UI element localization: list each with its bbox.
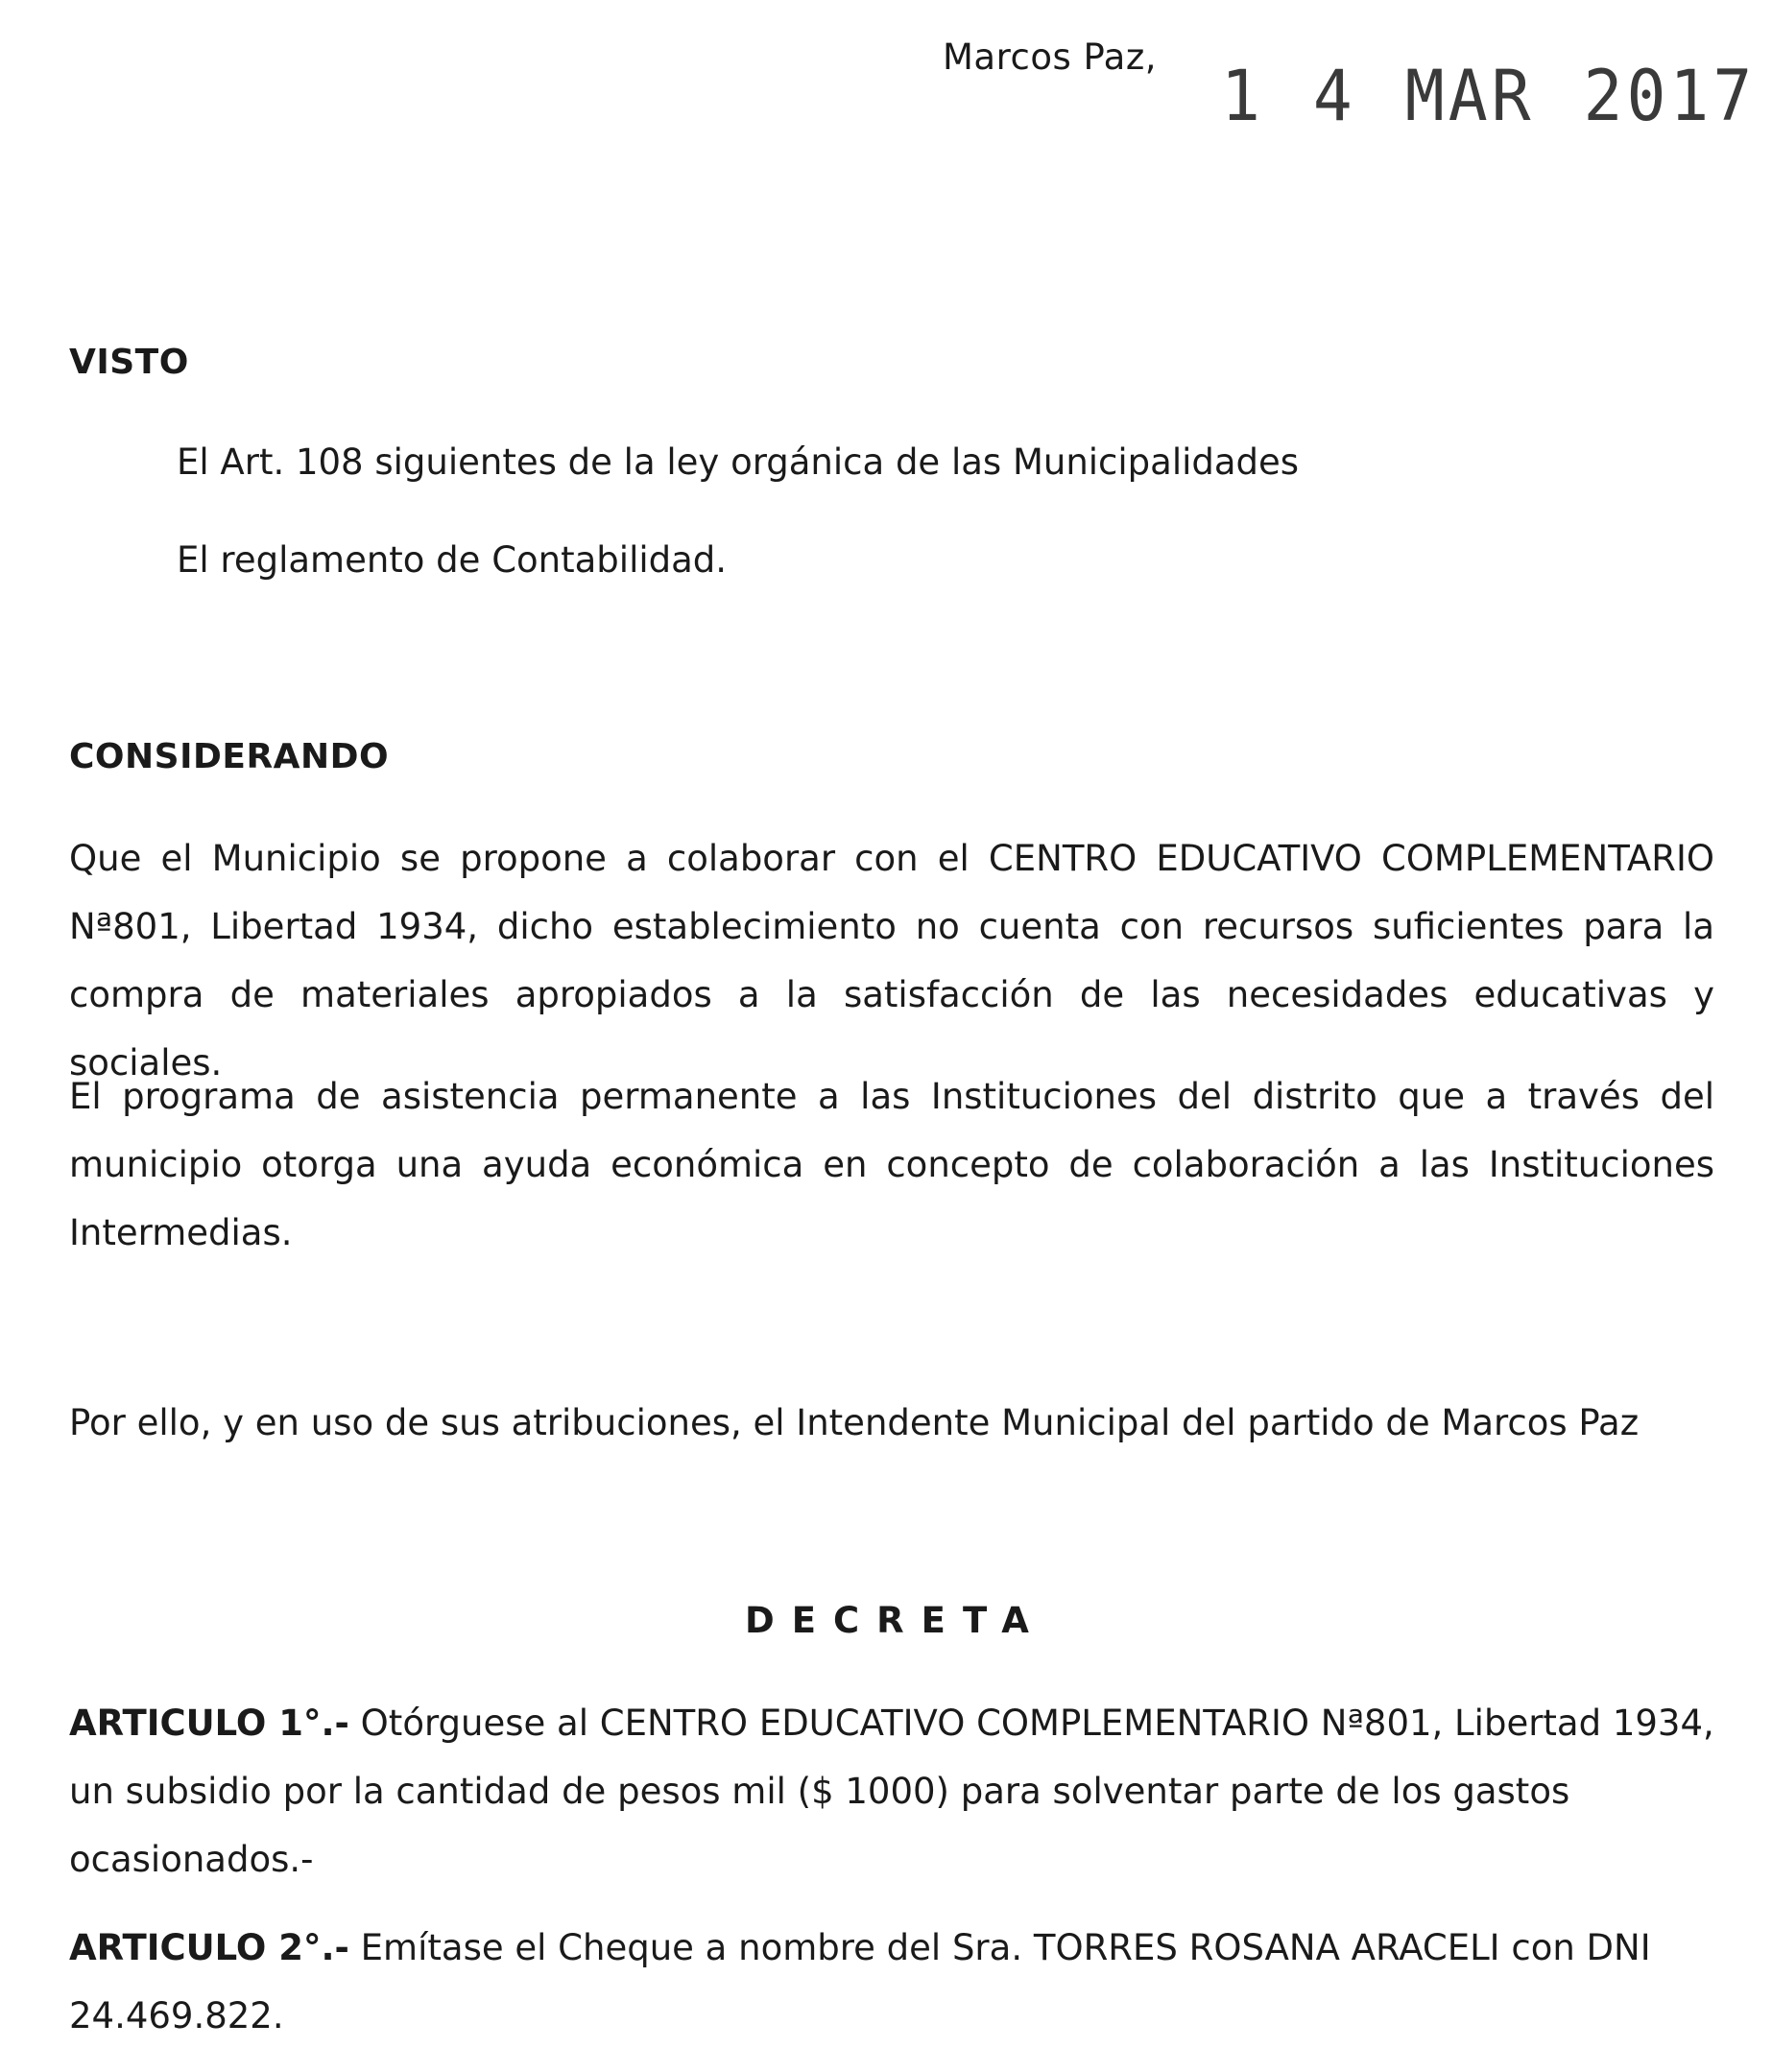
articulo-text: Emítase el Cheque a nombre del Sra. TORRES ROSANA ARACELI con DNI 24.469.822. [69,1927,1651,2036]
articulo-1 [69,1689,1714,1893]
place-label: Marcos Paz, [943,36,1158,78]
articulo-label: ARTICULO 1°.- [69,1703,349,1744]
decreta-heading: DECRETA [745,1600,1046,1641]
considerando-heading: CONSIDERANDO [69,737,390,776]
visto-line: El reglamento de Contabilidad. [177,539,728,581]
date-stamp: 1 4 MAR 2017 [1221,56,1757,138]
visto-line: El Art. 108 siguientes de la ley orgánica de las Municipalidades [177,441,1300,483]
articulo-text: Otórguese al CENTRO EDUCATIVO COMPLEMENTARIO Nª801, Libertad 1934, un subsidio por la cantidad de pesos mil ($ 1000) para solventar parte de los gastos ocasionados.- [69,1703,1714,1880]
visto-heading: VISTO [69,343,189,382]
considerando-paragraph: El programa de asistencia permanente a las Instituciones del distrito que a través del municipio otorga una ayuda económica en concepto de colaboración a las Instituciones Intermedias. [69,1076,1714,1253]
articulo-label: ARTICULO 2°.- [69,1927,349,1968]
articulo-2 [69,1914,1714,2050]
por-ello-statement: Por ello, y en uso de sus atribuciones, el Intendente Municipal del partido de Marcos Paz [69,1402,1640,1443]
considerando-paragraph: Que el Municipio se propone a colaborar con el CENTRO EDUCATIVO COMPLEMENTARIO Nª801, Libertad 1934, dicho establecimiento no cuenta con recursos suficientes para la compra de materiales apropiados a la satisfacción de las necesidades educativas y sociales. [69,838,1714,1084]
